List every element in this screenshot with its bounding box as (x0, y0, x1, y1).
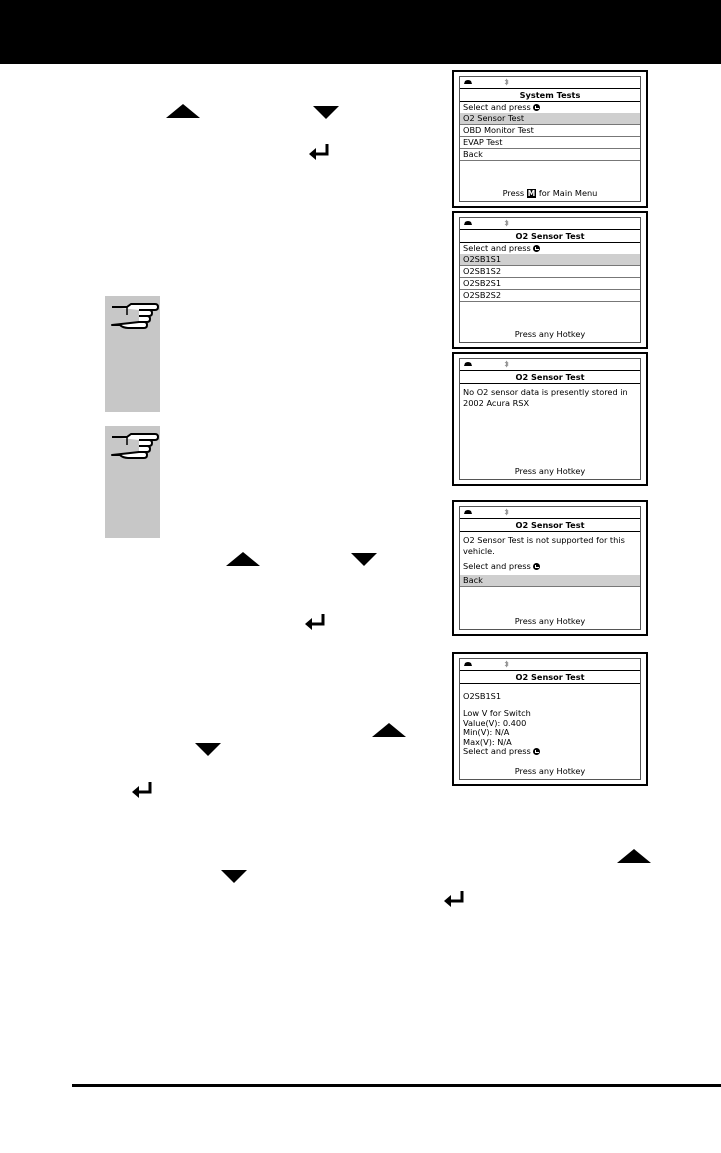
footer-rule (72, 1084, 721, 1087)
car-icon (463, 661, 473, 667)
screen-footer: Press any Hotkey (514, 616, 586, 626)
result-line: Value(V): 0.400 (463, 717, 527, 728)
menu-item-o2sb2s2[interactable]: O2SB2S2 (460, 290, 640, 302)
result-line: Low V for Switch (463, 708, 531, 718)
note-box-2 (105, 426, 160, 538)
enter-key-icon (307, 142, 333, 162)
up-arrow-icon (226, 552, 260, 566)
down-arrow-icon (221, 870, 247, 883)
up-arrow-icon (372, 723, 406, 737)
menu-item-back[interactable]: Back (460, 575, 640, 587)
car-icon (463, 509, 473, 515)
screen-o2-sensor-select (452, 211, 648, 349)
screen-o2-result (452, 652, 648, 786)
screen-footer: Press any Hotkey (514, 466, 586, 476)
down-arrow-icon (351, 553, 377, 566)
down-arrow-icon (195, 743, 221, 756)
screen-title: O2 Sensor Test (460, 229, 640, 243)
menu-item-evap-test[interactable]: EVAP Test (460, 137, 640, 149)
car-icon (463, 361, 473, 367)
enter-icon (533, 245, 540, 252)
screen-title: O2 Sensor Test (460, 370, 640, 384)
screen-title: System Tests (460, 88, 640, 102)
bluetooth-icon (504, 219, 509, 227)
menu-item-o2sb1s1[interactable]: O2SB1S1 (460, 254, 640, 266)
menu-item-obd-monitor-test[interactable]: OBD Monitor Test (460, 125, 640, 137)
screen-footer: Press M for Main Menu (502, 188, 598, 198)
main-menu-key-icon: M (527, 189, 536, 198)
screen-system-tests (452, 70, 648, 208)
bluetooth-icon (504, 508, 509, 516)
select-prompt: Select and press (460, 243, 640, 254)
select-prompt: Select and press (460, 102, 640, 113)
screen-o2-not-supported (452, 500, 648, 636)
menu-item-o2sb1s2[interactable]: O2SB1S2 (460, 266, 640, 278)
enter-icon (533, 563, 540, 570)
enter-icon (533, 104, 540, 111)
screen-footer: Press any Hotkey (514, 766, 586, 776)
sensor-name: O2SB1S1 (463, 691, 502, 701)
down-arrow-icon (313, 106, 339, 119)
up-arrow-icon (166, 104, 200, 118)
bluetooth-icon (504, 360, 509, 368)
bluetooth-icon (504, 78, 509, 86)
screen-message: O2 Sensor Test is not supported for this vehicle. (463, 535, 625, 556)
menu-item-o2sb2s1[interactable]: O2SB2S1 (460, 278, 640, 290)
note-box-1 (105, 296, 160, 412)
enter-key-icon (130, 780, 156, 800)
enter-icon (533, 748, 540, 755)
enter-key-icon (303, 612, 329, 632)
result-line: Min(V): N/A (463, 727, 510, 737)
bluetooth-icon (504, 660, 509, 668)
car-icon (463, 79, 473, 85)
pointing-hand-note-icon (109, 431, 159, 467)
screen-title: O2 Sensor Test (460, 670, 640, 684)
screen-message: No O2 sensor data is presently stored in 2002 Acura RSX (463, 387, 628, 408)
result-line: Max(V): N/A (463, 736, 512, 747)
screen-footer: Press any Hotkey (514, 329, 586, 339)
screen-title: O2 Sensor Test (460, 518, 640, 532)
screen-o2-no-data (452, 352, 648, 486)
menu-item-o2-sensor-test[interactable]: O2 Sensor Test (460, 113, 640, 125)
up-arrow-icon (617, 849, 651, 863)
pointing-hand-note-icon (109, 301, 159, 337)
car-icon (463, 220, 473, 226)
menu-item-back[interactable]: Back (460, 149, 640, 161)
page-header-bar (0, 0, 721, 64)
select-prompt: Select and press (460, 747, 640, 757)
enter-key-icon (442, 889, 468, 909)
select-prompt: Select and press (460, 557, 640, 575)
